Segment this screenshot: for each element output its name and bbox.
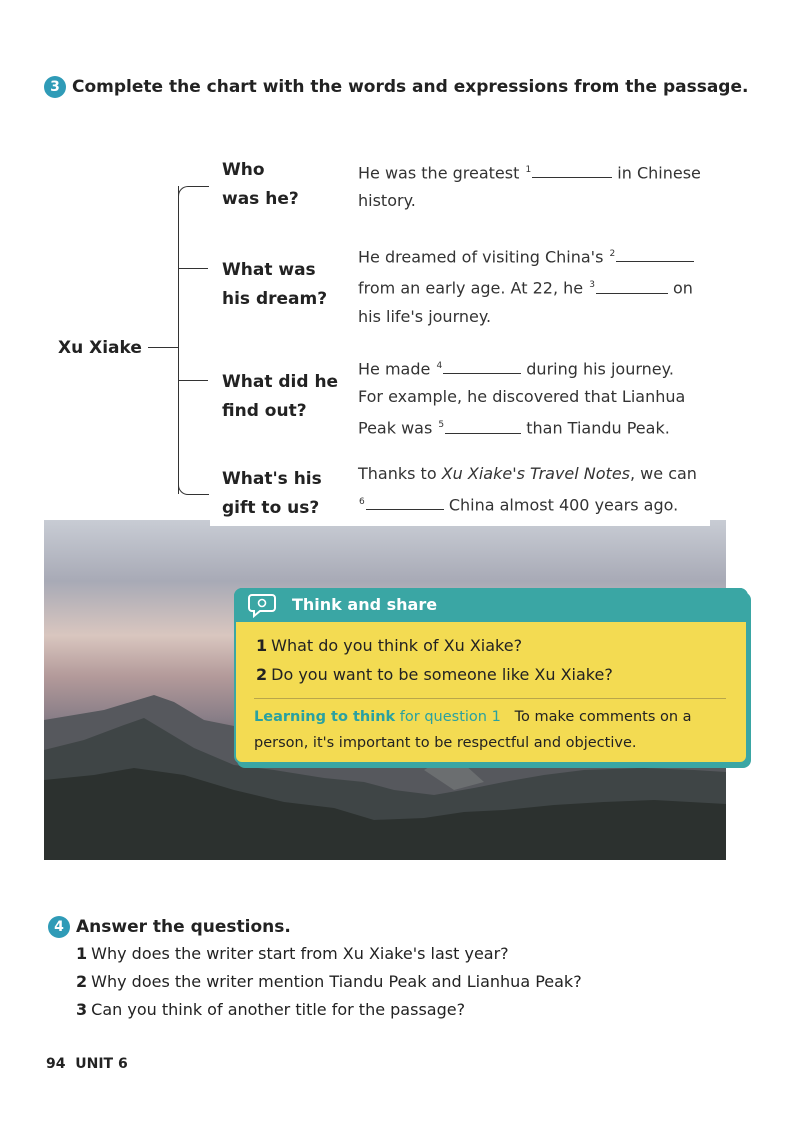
think-question-1: 1 What do you think of Xu Xiake? bbox=[256, 636, 523, 655]
chart-bracket-vertical bbox=[178, 186, 179, 494]
blank-5[interactable] bbox=[445, 417, 521, 434]
chart-branch-line bbox=[178, 268, 208, 269]
blank-3[interactable] bbox=[596, 277, 668, 294]
think-and-share-title: Think and share bbox=[292, 595, 438, 614]
page-footer bbox=[46, 1056, 128, 1072]
answer-question-1: 1 Why does the writer start from Xu Xiake's last year? bbox=[76, 944, 509, 963]
chart-bracket-bottom bbox=[178, 482, 209, 495]
unit-label: UNIT 6 bbox=[75, 1056, 128, 1072]
chart-question-who: Who was he? bbox=[222, 160, 299, 209]
think-question-2: 2 Do you want to be someone like Xu Xiake? bbox=[256, 665, 613, 684]
chart-question-find-out: What did he find out? bbox=[222, 372, 339, 421]
chart-root-label: Xu Xiake bbox=[58, 338, 142, 358]
answer-question-2: 2 Why does the writer mention Tiandu Peak and Lianhua Peak? bbox=[76, 972, 582, 991]
blank-1[interactable] bbox=[532, 161, 612, 178]
chart-answer-find-out: He made $^4$ during his journey. For example, he discovered that Lianhua Peak was $^5$ than Tiandu Peak. bbox=[358, 359, 686, 438]
blank-2[interactable] bbox=[616, 245, 694, 262]
think-divider bbox=[254, 698, 726, 699]
chart-answer-dream: He dreamed of visiting China's $^2$ from an early age. At 22, he $^3$ on his life's journey. bbox=[358, 247, 693, 326]
exercise-3-badge: 3 bbox=[44, 76, 66, 98]
chart-answer-gift: Thanks to Xu Xiake's Travel Notes, we can $^6$ China almost 400 years ago. bbox=[358, 464, 697, 515]
chart-bracket-top bbox=[178, 186, 209, 199]
think-and-share-box bbox=[234, 588, 748, 764]
exercise-4-title: Answer the questions. bbox=[76, 917, 291, 937]
blank-6[interactable] bbox=[366, 493, 444, 510]
chart-question-gift: What's his gift to us? bbox=[222, 469, 322, 518]
exercise-4-badge: 4 bbox=[48, 916, 70, 938]
speech-bubble-icon bbox=[248, 592, 278, 618]
chart-answer-who: He was the greatest $^1$ in Chinese history. bbox=[358, 163, 701, 211]
answer-question-3: 3 Can you think of another title for the passage? bbox=[76, 1000, 466, 1019]
exercise-3-title: Complete the chart with the words and expressions from the passage. bbox=[72, 77, 749, 97]
page-number: 94 bbox=[46, 1056, 66, 1072]
chart-connector-line bbox=[148, 347, 178, 348]
blank-4[interactable] bbox=[443, 357, 521, 374]
learning-to-think-note: Learning to think for question 1 To make comments on a person, it's important to be respectful and objective. bbox=[254, 709, 692, 751]
chart-branch-line bbox=[178, 380, 208, 381]
think-and-share-header bbox=[234, 588, 748, 622]
chart-question-dream: What was his dream? bbox=[222, 260, 328, 309]
